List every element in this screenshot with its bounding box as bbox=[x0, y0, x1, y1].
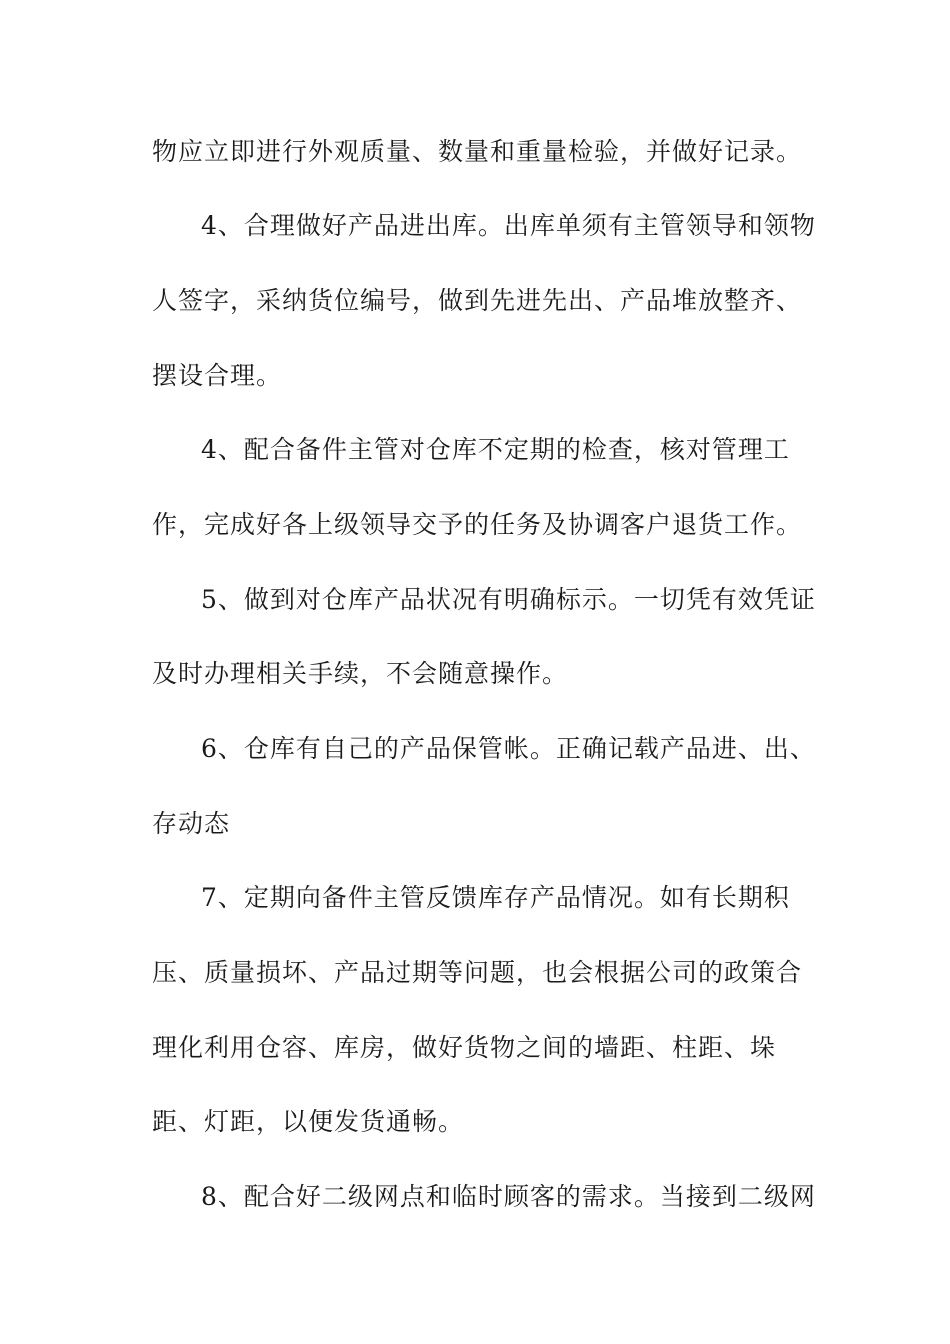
text-line: 物应立即进行外观质量、数量和重量检验，并做好记录。 bbox=[152, 137, 803, 166]
text-line: 摆设合理。 bbox=[152, 361, 283, 390]
text-line: 人签字，采纳货位编号，做到先进先出、产品堆放整齐、 bbox=[152, 286, 803, 315]
text-line: 8、配合好二级网点和临时顾客的需求。当接到二级网 bbox=[201, 1182, 816, 1211]
text-line: 4、合理做好产品进出库。出库单须有主管领导和领物 bbox=[201, 211, 816, 240]
text-line: 存动态 bbox=[152, 809, 231, 838]
text-line: 5、做到对仓库产品状况有明确标示。一切凭有效凭证 bbox=[201, 585, 816, 614]
text-line: 4、配合备件主管对仓库不定期的检查，核对管理工 bbox=[201, 435, 790, 464]
text-line: 理化利用仓容、库房，做好货物之间的墙距、柱距、垛 bbox=[152, 1033, 777, 1062]
text-line: 压、质量损坏、产品过期等问题，也会根据公司的政策合 bbox=[152, 958, 803, 987]
text-line: 7、定期向备件主管反馈库存产品情况。如有长期积 bbox=[201, 883, 790, 912]
text-line: 距、灯距，以便发货通畅。 bbox=[152, 1107, 465, 1136]
text-line: 及时办理相关手续，不会随意操作。 bbox=[152, 659, 569, 688]
text-line: 6、仓库有自己的产品保管帐。正确记载产品进、出、 bbox=[201, 734, 816, 763]
text-line: 作，完成好各上级领导交予的任务及协调客户退货工作。 bbox=[152, 510, 803, 539]
